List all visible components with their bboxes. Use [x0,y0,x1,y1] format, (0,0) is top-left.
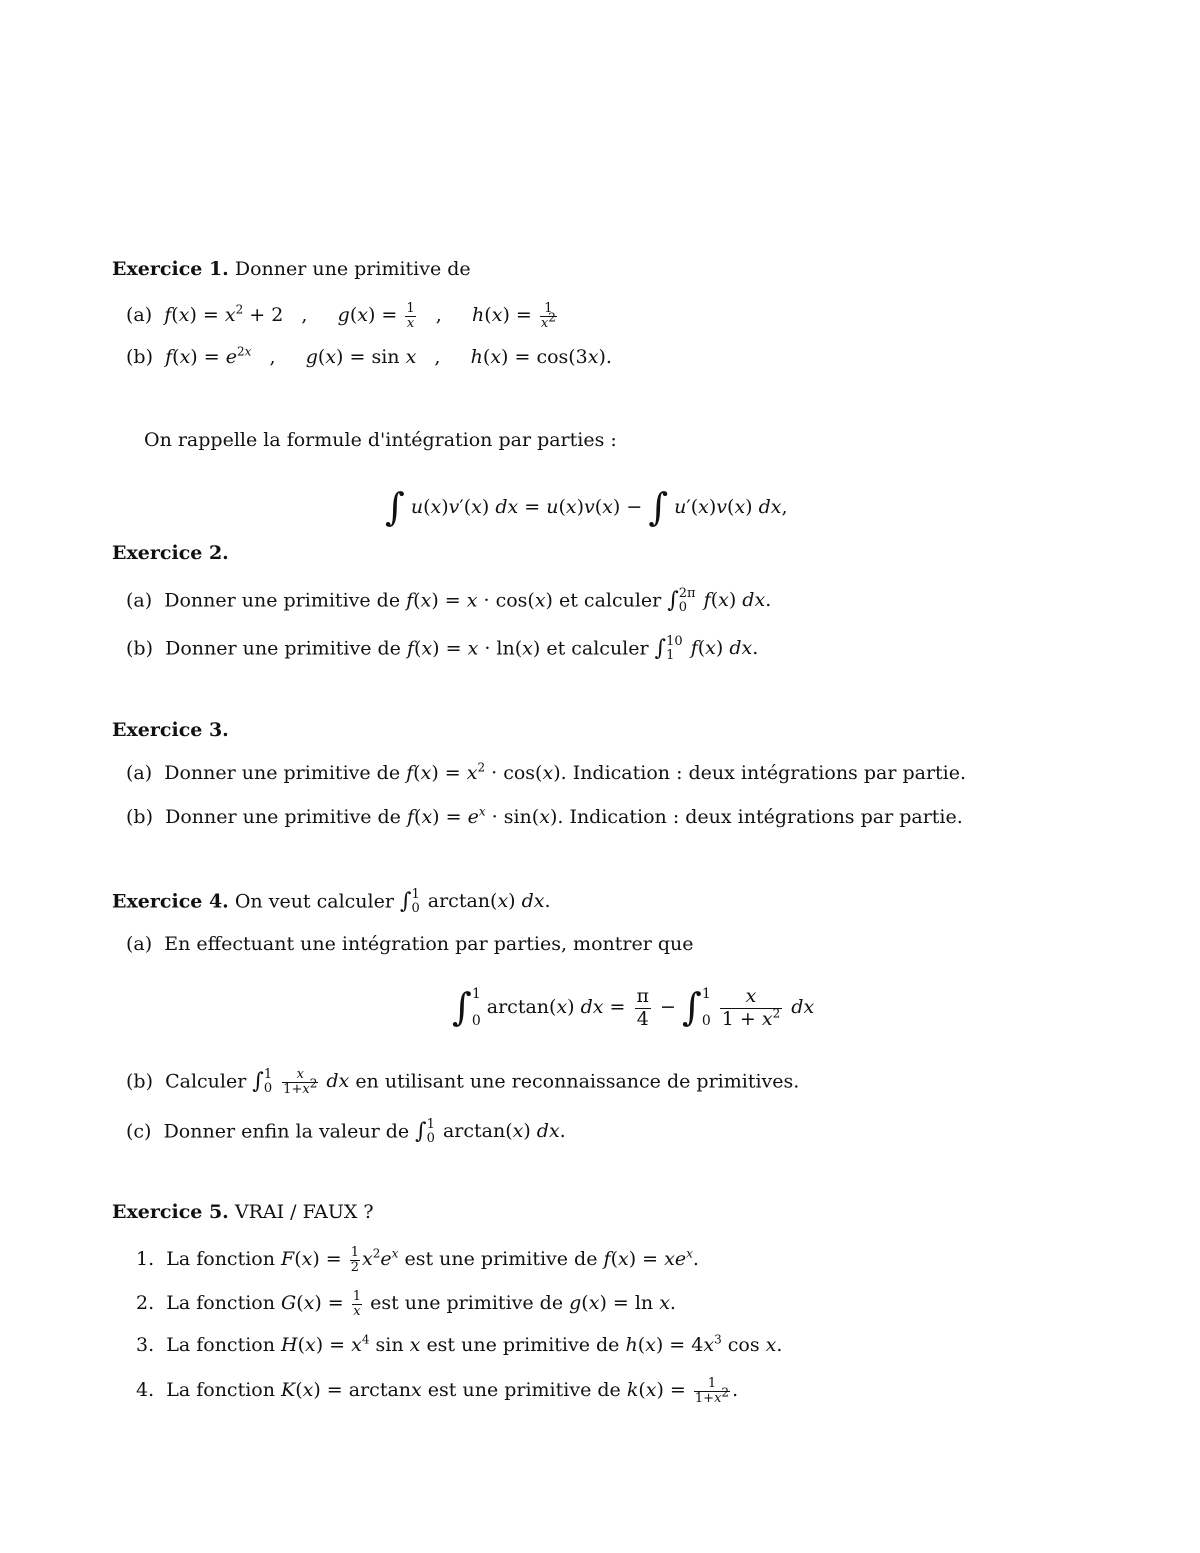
formula: K(x) = arctanx [281,1379,422,1402]
definite-integral: ∫ 10 1 f(x) dx. [654,634,759,664]
item-text: Donner une primitive de [165,637,401,660]
integration-by-parts-formula: ∫ u(x)v′(x) dx = u(x)v(x) − ∫ u′(x)v(x) dx, [385,485,788,529]
item-label: (a) [126,762,153,784]
item-number: 2. [136,1292,155,1315]
item-lead: La fonction [166,1334,275,1356]
exercise-4-title: Exercice 4. [112,890,229,913]
exercise-4-display-formula: ∫ 1 0 arctan(x) dx = $\frac{\pi}{4}$ − ∫ 1 0 $\frac{x}{1 + x^2}$ dx [452,984,815,1030]
item-mid: est une primitive de [426,1334,620,1356]
item-label: (b) [126,806,153,828]
exercise-1-title: Exercice 1. [112,258,229,280]
definite-integral: ∫ 2π 0 f(x) dx. [667,586,772,616]
list-item [136,1290,676,1318]
item-label: (a) [126,589,153,612]
exercise-3-title: Exercice 3. [112,719,229,741]
list-item [136,1246,699,1274]
list-item [136,1334,782,1357]
item-text: Donner enfin la valeur de [163,1120,410,1143]
exercise-3-item-b [126,806,963,829]
item-mid: est une primitive de [370,1292,564,1315]
exercise-1-item-b [126,346,612,369]
item-label: (a) [126,304,153,327]
item-lead: La fonction [166,1379,275,1402]
item-text: Calculer [165,1070,247,1093]
formula: k(x) = $\frac{1}{1+x^2}$ . [626,1376,739,1406]
exercise-2-title: Exercice 2. [112,542,229,564]
item-text: Donner une primitive de [165,806,401,828]
formula: $f(x) = e^x \cdot \sin(x)$ [406,804,558,828]
exercise-5-title: Exercice 5. [112,1201,229,1223]
item-label: (a) [126,933,153,955]
item-label: (c) [126,1120,152,1143]
exercise-4-item-a [126,933,693,956]
item-text: En effectuant une intégration par parties, montrer que [164,933,694,955]
exercise-4-item-b [126,1068,799,1097]
list-item [136,1377,738,1405]
formula: $f(x) = e^{2x}$ , g(x) = sin x , h(x) = cos(3x). [165,344,612,368]
exercise-1-heading [112,258,471,281]
exercise-5-subtitle: VRAI / FAUX ? [234,1201,374,1223]
exercise-1-item-a [126,302,559,330]
formula: f(x) = x · cos(x) [406,589,553,612]
exercise-2-item-b [126,635,758,664]
definite-integral: ∫ 1 0 arctan(x) dx. [399,887,551,917]
formula: f(x) = x · ln(x) [406,637,541,660]
definite-integral: ∫ 1 0 arctan(x) dx. [415,1117,566,1147]
formula: $f(x) = xe^x$. [603,1246,699,1271]
item-mid: est une primitive de [427,1379,621,1402]
formula: $H(x) = x^4$ sin x [281,1332,421,1356]
item-end: en utilisant une reconnaissance de primitives. [355,1070,800,1093]
item-label: (b) [126,637,153,660]
item-label: (b) [126,1070,153,1093]
item-text: Donner une primitive de [164,762,401,784]
item-hint: . Indication : deux intégrations par partie. [557,806,963,828]
item-number: 3. [136,1334,155,1356]
formula: $f(x) = x^2 \cdot \cos(x)$ [406,760,561,784]
item-number: 1. [136,1248,155,1271]
item-lead: La fonction [166,1248,275,1271]
item-text: Donner une primitive de [164,589,401,612]
item-mid: et calculer [559,589,662,612]
item-number: 4. [136,1379,155,1402]
item-hint: . Indication : deux intégrations par partie. [560,762,967,784]
formula: g(x) = ln x. [569,1292,676,1315]
formula: $f(x) = x^2 + 2$ , g(x) = $\frac{1}{x}$ , h(x) = $\frac{1}{x^2}$ [164,301,556,331]
formula: $h(x) = 4x^3$ cos x. [625,1332,783,1356]
formula: G(x) = $\frac{1}{x}$ [281,1289,362,1319]
item-mid: et calculer [546,637,649,660]
item-mid: est une primitive de [404,1248,598,1271]
exercise-3-item-a [126,762,966,785]
exercise-1-intro: Donner une primitive de [234,258,471,280]
exercise-4-item-c [126,1118,566,1147]
exercise-2-item-a [126,587,771,616]
item-lead: La fonction [166,1292,275,1315]
formula: F(x) = $\frac{1}{2}$ $x^2e^x$ [281,1245,399,1275]
reminder-text: On rappelle la formule d'intégration par parties : [144,429,617,451]
definite-integral: ∫ 1 0 $\frac{x}{1+x^2}$ dx [252,1067,350,1097]
exercise-4-heading [112,888,551,917]
exercise-5-heading [112,1201,374,1224]
item-label: (b) [126,346,153,368]
exercise-4-intro: On veut calculer [234,890,394,913]
